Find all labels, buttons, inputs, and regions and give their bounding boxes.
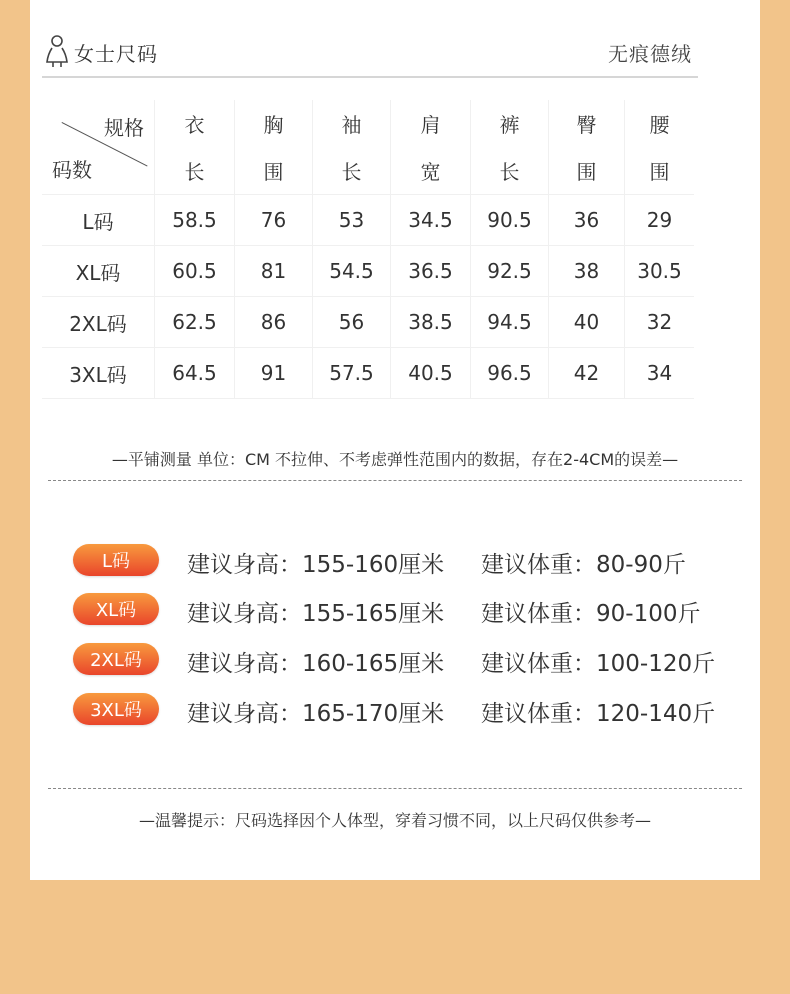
value-cell: 76	[235, 195, 313, 245]
weight-recommendation: 建议体重：100-120斤	[481, 651, 716, 677]
value-cell: 96.5	[471, 348, 549, 398]
value-cell: 38.5	[391, 297, 471, 347]
size-cell: 3XL码	[42, 348, 155, 398]
column-header: 袖 长	[313, 100, 391, 194]
table-row	[42, 195, 694, 246]
table-header-row	[42, 100, 694, 195]
height-recommendation: 建议身高：160-165厘米	[187, 651, 445, 677]
size-badge: L码	[73, 544, 159, 576]
column-header: 肩 宽	[391, 100, 471, 194]
corner-size-label: 码数	[52, 158, 92, 182]
column-header: 胸 围	[235, 100, 313, 194]
size-badge: 3XL码	[73, 693, 159, 725]
dashed-divider	[48, 480, 742, 481]
size-cell: 2XL码	[42, 297, 155, 347]
section-title: 女士尺码	[74, 42, 158, 66]
value-cell: 32	[646, 310, 673, 334]
value-cell: 53	[313, 195, 391, 245]
value-cell: 57.5	[313, 348, 391, 398]
size-chart-header	[42, 30, 698, 78]
table-row	[42, 348, 694, 399]
value-cell: 60.5	[155, 246, 235, 296]
size-cell: XL码	[42, 246, 155, 296]
value-cell: 34.5	[391, 195, 471, 245]
weight-recommendation: 建议体重：90-100斤	[481, 601, 701, 627]
value-cell: 90.5	[471, 195, 549, 245]
value-cell: 30.5	[637, 259, 682, 283]
column-header: 腰 围	[649, 113, 670, 184]
size-badge: 2XL码	[73, 643, 159, 675]
column-header: 裤 长	[471, 100, 549, 194]
value-cell: 58.5	[155, 195, 235, 245]
size-cell: L码	[42, 195, 155, 245]
table-row	[42, 246, 694, 297]
table-row	[42, 297, 694, 348]
column-header: 衣 长	[155, 100, 235, 194]
measurement-note: —平铺测量 单位：CM 不拉伸、不考虑弹性范围内的数据，存在2-4CM的误差—	[111, 450, 679, 469]
recommendation-row	[73, 641, 733, 681]
size-table	[42, 100, 694, 399]
recommendation-row	[73, 542, 733, 582]
value-cell: 81	[235, 246, 313, 296]
height-recommendation: 建议身高：165-170厘米	[187, 701, 445, 727]
height-recommendation: 建议身高：155-160厘米	[187, 552, 445, 578]
height-recommendation: 建议身高：155-165厘米	[187, 601, 445, 627]
value-cell: 34	[646, 361, 673, 385]
value-cell: 94.5	[471, 297, 549, 347]
value-cell: 64.5	[155, 348, 235, 398]
value-cell: 36.5	[391, 246, 471, 296]
recommendation-row	[73, 591, 733, 631]
recommendation-row	[73, 691, 733, 731]
size-badge: XL码	[73, 593, 159, 625]
value-cell: 42	[549, 348, 625, 398]
value-cell: 92.5	[471, 246, 549, 296]
value-cell: 91	[235, 348, 313, 398]
fabric-label: 无痕德绒	[608, 42, 692, 66]
corner-cell	[42, 100, 155, 194]
value-cell: 29	[646, 208, 673, 232]
value-cell: 38	[549, 246, 625, 296]
weight-recommendation: 建议体重：120-140斤	[481, 701, 716, 727]
tip-note: —温馨提示：尺码选择因个人体型，穿着习惯不同，以上尺码仅供参考—	[138, 811, 651, 830]
value-cell: 56	[313, 297, 391, 347]
value-cell: 54.5	[313, 246, 391, 296]
value-cell: 36	[549, 195, 625, 245]
column-header: 臀 围	[549, 100, 625, 194]
value-cell: 40	[549, 297, 625, 347]
weight-recommendation: 建议体重：80-90斤	[481, 552, 686, 578]
dashed-divider	[48, 788, 742, 789]
corner-spec-label: 规格	[104, 116, 144, 140]
value-cell: 62.5	[155, 297, 235, 347]
value-cell: 40.5	[391, 348, 471, 398]
value-cell: 86	[235, 297, 313, 347]
woman-icon	[44, 34, 70, 68]
